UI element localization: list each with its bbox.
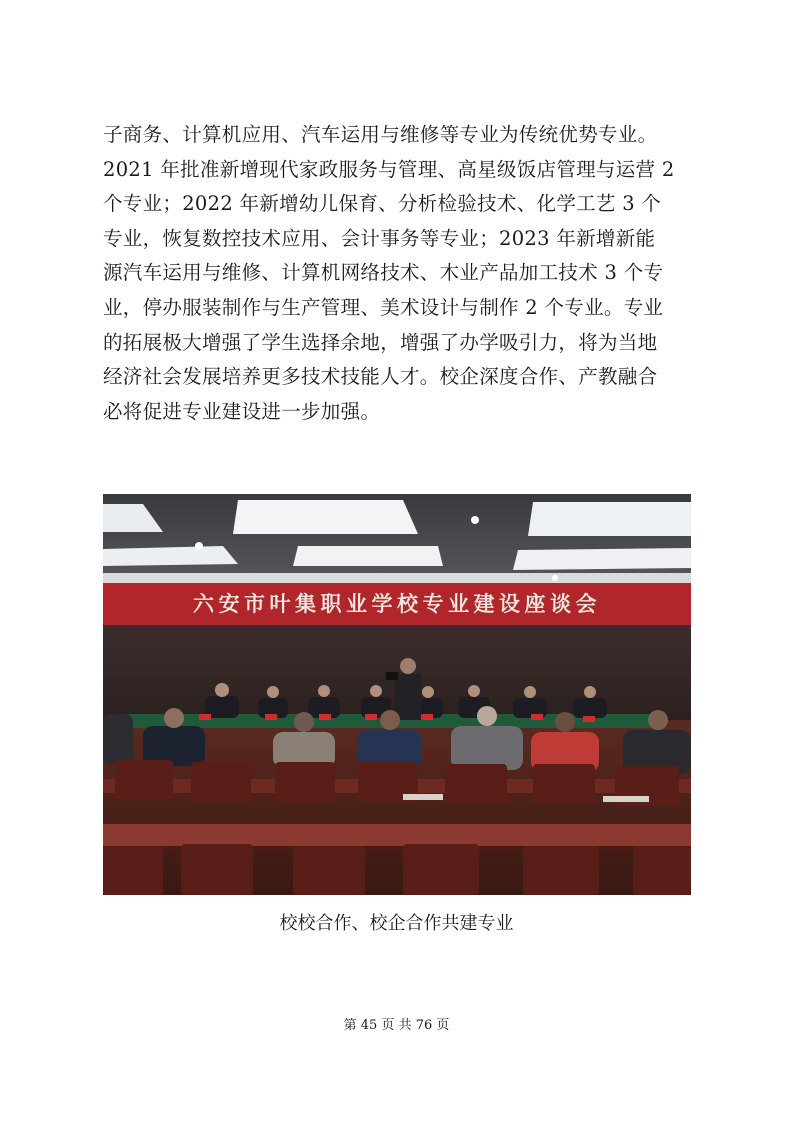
body-line: 子商务、计算机应用、汽车运用与维修等专业为传统优势专业。 xyxy=(103,123,658,146)
meeting-photo xyxy=(103,494,691,895)
meeting-photo-drawing xyxy=(103,494,691,895)
page-footer: 第 45 页 共 76 页 xyxy=(343,1018,450,1033)
body-line: 的拓展极大增强了学生选择余地，增强了办学吸引力，将为当地 xyxy=(103,330,658,354)
body-line: 2021 年批准新增现代家政服务与管理、高星级饭店管理与运营 2 xyxy=(103,157,675,181)
body-line: 业，停办服装制作与生产管理、美术设计与制作 2 个专业。专业 xyxy=(103,295,664,319)
banner-text: 六安市叶集职业学校专业建设座谈会 xyxy=(193,592,601,616)
body-line: 经济社会发展培养更多技术技能人才。校企深度合作、产教融合 xyxy=(103,365,658,389)
photo-caption: 校校合作、校企合作共建专业 xyxy=(279,913,514,934)
body-line: 源汽车运用与维修、计算机网络技术、木业产品加工技术 3 个专 xyxy=(103,261,664,285)
body-line: 必将促进专业建设进一步加强。 xyxy=(103,399,381,423)
body-paragraph xyxy=(103,118,695,429)
body-line: 专业，恢复数控技术应用、会计事务等专业；2023 年新增新能 xyxy=(103,226,656,250)
body-line: 个专业；2022 年新增幼儿保育、分析检验技术、化学工艺 3 个 xyxy=(103,192,662,216)
